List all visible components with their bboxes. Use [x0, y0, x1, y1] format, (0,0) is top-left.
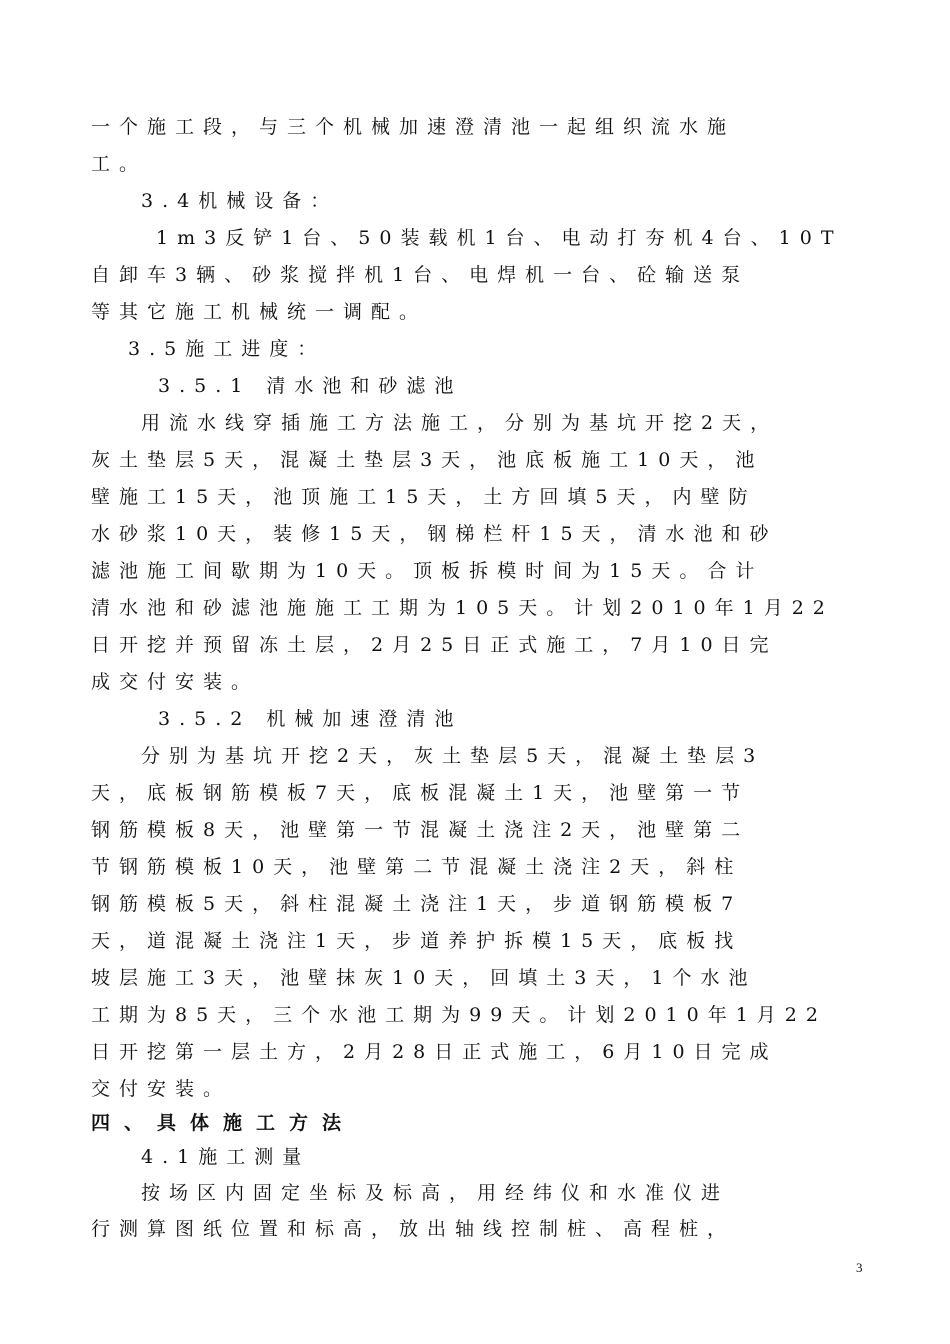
- text-line: 壁施工15天，池顶施工15天，土方回填5天，内壁防: [91, 486, 757, 508]
- page-number: 3: [856, 1260, 863, 1275]
- subsection-heading: 3.5.2 机械加速澄清池: [158, 708, 463, 730]
- text-line: 节钢筋模板10天，池壁第二节混凝土浇注2天，斜柱: [91, 856, 743, 878]
- text-line: 自卸车3辆、砂浆搅拌机1台、电焊机一台、砼输送泵: [91, 264, 750, 286]
- text-line: 水砂浆10天，装修15天，钢梯栏杆15天，清水池和砂: [91, 523, 778, 545]
- text-line: 工。: [91, 153, 148, 175]
- text-line: 清水池和砂滤池施施工工期为105天。计划2010年1月22: [91, 597, 834, 619]
- text-line: 等其它施工机械统一调配。: [91, 301, 428, 323]
- section-heading: 3.5施工进度：: [128, 338, 326, 360]
- chapter-heading: 四、具体施工方法: [91, 1112, 356, 1134]
- text-line: 1m3反铲1台、50装载机1台、电动打夯机4台、10T: [156, 227, 843, 249]
- subsection-heading: 3.5.1 清水池和砂滤池: [158, 375, 463, 397]
- text-line: 交付安装。: [91, 1078, 232, 1100]
- section-heading: 3.4机械设备：: [141, 190, 339, 212]
- text-line: 滤池施工间歇期为10天。顶板拆模时间为15天。合计: [91, 560, 764, 582]
- section-heading: 4.1施工测量: [141, 1146, 311, 1168]
- text-line: 分别为基坑开挖2天，灰土垫层5天，混凝土垫层3: [141, 745, 765, 767]
- text-line: 灰土垫层5天，混凝土垫层3天，池底板施工10天，池: [91, 449, 764, 471]
- text-line: 钢筋模板8天，池壁第一节混凝土浇注2天，池壁第二: [91, 819, 750, 841]
- text-line: 坡层施工3天，池壁抹灰10天，回填土3天，1个水池: [91, 967, 757, 989]
- text-line: 日开挖并预留冻土层，2月25日正式施工，7月10日完: [91, 634, 778, 656]
- text-line: 钢筋模板5天，斜柱混凝土浇注1天，步道钢筋模板7: [91, 893, 743, 915]
- text-line: 天，道混凝土浇注1天，步道养护拆模15天，底板找: [91, 930, 743, 952]
- text-line: 工期为85天，三个水池工期为99天。计划2010年1月22: [91, 1004, 827, 1026]
- text-line: 一个施工段，与三个机械加速澄清池一起组织流水施: [91, 116, 736, 138]
- text-line: 成交付安装。: [91, 671, 260, 693]
- text-line: 按场区内固定坐标及标高，用经纬仪和水准仪进: [141, 1182, 730, 1204]
- text-line: 用流水线穿插施工方法施工，分别为基坑开挖2天，: [141, 412, 779, 434]
- text-line: 日开挖第一层土方，2月28日正式施工，6月10日完成: [91, 1041, 778, 1063]
- text-line: 行测算图纸位置和标高，放出轴线控制桩、高程桩，: [91, 1218, 736, 1240]
- text-line: 天，底板钢筋模板7天，底板混凝土1天，池壁第一节: [91, 782, 750, 804]
